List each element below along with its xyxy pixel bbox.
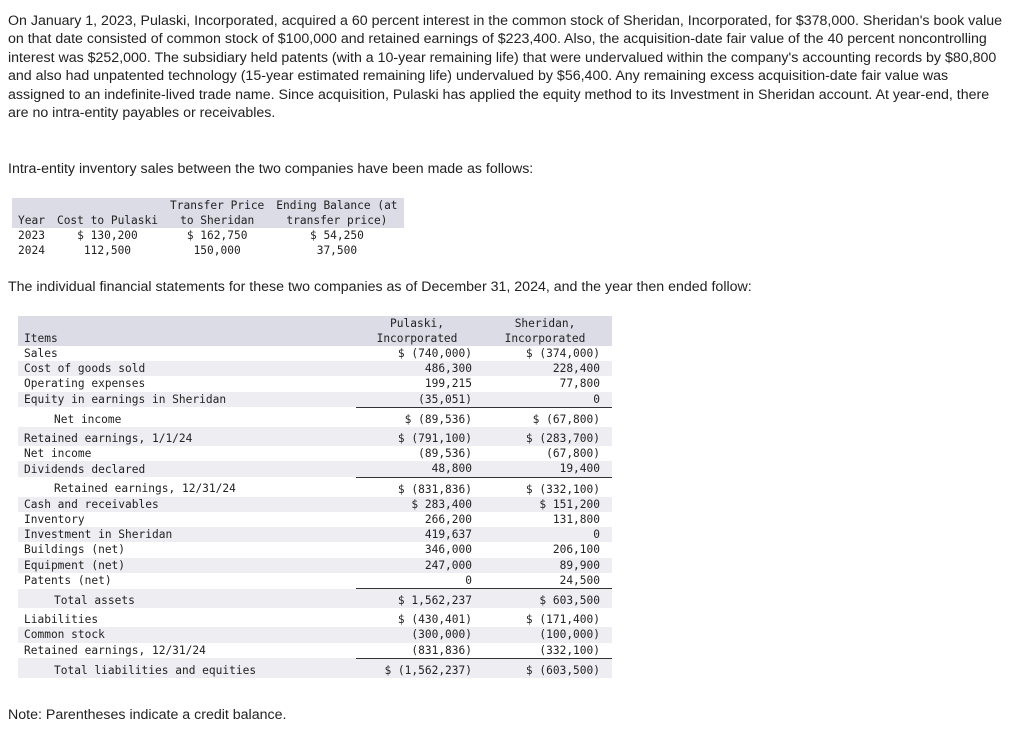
statements-intro: The individual financial statements for these two companies as of December 31, 2024, and the year then ended follow: [8, 279, 752, 295]
table-row: Liabilities $ (430,401) $ (171,400) [24, 613, 600, 627]
table-row: Net income $ (89,536) $ (67,800) [54, 412, 600, 426]
table-row: Retained earnings, 12/31/24 $ (831,836) $ (332,100) [54, 482, 600, 496]
table-row: 2024 112,500 150,000 37,500 [18, 244, 358, 257]
header-transfer-price: Transfer Price to Sheridan [170, 199, 265, 227]
table-row: Cash and receivables $ 283,400 $ 151,200 [18, 497, 612, 512]
table-header-row [12, 198, 404, 228]
financial-statements-table [18, 316, 612, 678]
table-row: Total assets $ 1,562,237 $ 603,500 [18, 589, 612, 609]
header-year: Year [18, 214, 45, 227]
table-row: Equipment (net) 247,000 89,900 [18, 558, 612, 573]
header-ending-balance: Ending Balance (at transfer price) [276, 199, 398, 227]
table-header-row [18, 316, 612, 346]
header-items: Items [18, 316, 356, 346]
table-row: Operating expenses 199,215 77,800 [24, 377, 600, 391]
header-pulaski: Pulaski, Incorporated [356, 316, 484, 346]
table-row: Buildings (net) 346,000 206,100 [24, 543, 600, 557]
table-row: Inventory 266,200 131,800 [24, 513, 600, 527]
table-row: Total liabilities and equities $ (1,562,237) $ (603,500) [18, 658, 612, 678]
table-row: Cost of goods sold 486,300 228,400 [18, 361, 612, 376]
table-row: Patents (net) 0 24,500 [18, 573, 612, 589]
footnote: Note: Parentheses indicate a credit balance. [8, 707, 287, 723]
table-row: Equity in earnings in Sheridan (35,051) 0 [18, 392, 612, 408]
header-cost-to-pulaski: Cost to Pulaski [56, 214, 158, 227]
table-row: Investment in Sheridan 419,637 0 [18, 527, 612, 542]
table-row: Retained earnings, 1/1/24 $ (791,100) $ (283,700) [18, 427, 612, 446]
inventory-sales-intro: Intra-entity inventory sales between the two companies have been made as follows: [8, 161, 534, 177]
header-sheridan: Sheridan, Incorporated [484, 316, 612, 346]
table-row: Retained earnings, 12/31/24 (831,836) (332,100) [18, 643, 612, 659]
problem-intro-paragraph: On January 1, 2023, Pulaski, Incorporated, acquired a 60 percent interest in the common stock of Sheridan, Incorporated, for $378,000. Sheridan's book value on that date consisted of common stock of $100,000 and retained earnings of $223,400. Also, the acquisition-date fair value of the 40 percent noncontrolling interest was $252,000. The subsidiary held patents (with a 10-year remaining life) that were undervalued within the company's accounting records by $80,800 and also had unpatented technology (15-year estimated remaining life) undervalued by $56,400. Any remaining excess acquisition-date fair value was assigned to an indefinite-lived trade name. Since acquisition, Pulaski has applied the equity method to its Investment in Sheridan account. At year-end, there are no intra-entity payables or receivables. [8, 13, 1003, 122]
table-row: Net income (89,536) (67,800) [24, 447, 600, 461]
table-row: Sales $ (740,000) $ (374,000) [24, 347, 600, 360]
table-row: Dividends declared 48,800 19,400 [18, 461, 612, 477]
table-row: 2023 $ 130,200 $ 162,750 $ 54,250 [18, 229, 364, 242]
intra-entity-inventory-table [12, 198, 404, 258]
table-row: Common stock (300,000) (100,000) [18, 627, 612, 642]
